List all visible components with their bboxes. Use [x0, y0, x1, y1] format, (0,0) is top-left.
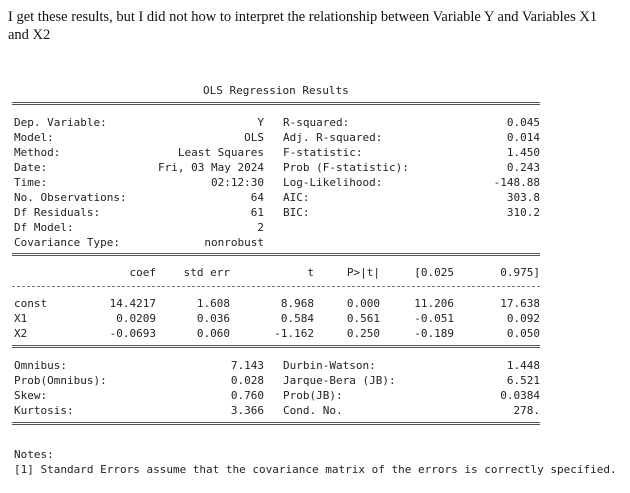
diag-label: Kurtosis: — [14, 404, 74, 417]
summary-label: Dep. Variable: — [14, 116, 107, 129]
diag-label: Durbin-Watson: — [283, 359, 376, 372]
note-line: [1] Standard Errors assume that the covariance matrix of the errors is correctly specified. — [14, 463, 617, 476]
coef-cell: -1.162 — [274, 327, 314, 340]
summary-value: nonrobust — [204, 236, 264, 249]
coef-header: [0.025 — [414, 266, 454, 279]
coef-header: std err — [183, 266, 230, 279]
coef-header: coef — [129, 266, 156, 279]
summary-label: Df Model: — [14, 221, 74, 234]
diag-value: 0.028 — [230, 374, 264, 387]
coef-cell: 0.060 — [196, 327, 230, 340]
coef-cell: 0.092 — [506, 312, 540, 325]
divider — [12, 253, 540, 256]
coef-cell: 0.584 — [280, 312, 314, 325]
coef-cell: -0.189 — [414, 327, 454, 340]
summary-label: Covariance Type: — [14, 236, 120, 249]
diag-value: 0.0384 — [500, 389, 540, 402]
summary-value: -148.88 — [493, 176, 540, 189]
summary-value: Fri, 03 May 2024 — [158, 161, 264, 174]
summary-value: 303.8 — [506, 191, 540, 204]
coef-cell: 17.638 — [500, 297, 540, 310]
notes-title: Notes: — [14, 448, 54, 461]
summary-label: Df Residuals: — [14, 206, 101, 219]
summary-label: Log-Likelihood: — [283, 176, 383, 189]
coef-header: 0.975] — [500, 266, 540, 279]
summary-label: R-squared: — [283, 116, 350, 129]
divider — [12, 286, 540, 287]
coef-cell: 14.4217 — [109, 297, 156, 310]
summary-label: Prob (F-statistic): — [283, 161, 409, 174]
summary-label: Adj. R-squared: — [283, 131, 383, 144]
coef-header: t — [307, 266, 314, 279]
summary-value: 0.014 — [506, 131, 540, 144]
coef-row-name: X1 — [14, 312, 28, 325]
summary-label: Model: — [14, 131, 54, 144]
summary-value: Y — [257, 116, 264, 129]
summary-value: 61 — [250, 206, 264, 219]
diag-value: 7.143 — [230, 359, 264, 372]
diag-label: Prob(Omnibus): — [14, 374, 107, 387]
summary-label: Date: — [14, 161, 48, 174]
question-text: I get these results, but I did not how to interpret the relationship between Variable Y and Variables X1 and X2 — [8, 9, 598, 43]
summary-value: 0.045 — [506, 116, 540, 129]
summary-value: 1.450 — [506, 146, 540, 159]
coef-row-name: X2 — [14, 327, 28, 340]
coef-row-name: const — [14, 297, 48, 310]
divider — [12, 345, 540, 348]
diag-label: Skew: — [14, 389, 48, 402]
summary-value: 0.243 — [506, 161, 540, 174]
diag-label: Omnibus: — [14, 359, 67, 372]
summary-value: 310.2 — [506, 206, 540, 219]
diag-value: 3.366 — [230, 404, 264, 417]
coef-cell: 0.036 — [196, 312, 230, 325]
coef-header: P>|t| — [346, 266, 380, 279]
coef-cell: 0.250 — [346, 327, 380, 340]
diag-value: 1.448 — [506, 359, 540, 372]
coef-cell: 1.608 — [196, 297, 230, 310]
summary-value: Least Squares — [177, 146, 264, 159]
coef-cell: 0.050 — [506, 327, 540, 340]
summary-value: 64 — [250, 191, 264, 204]
summary-label: AIC: — [283, 191, 310, 204]
summary-value: 2 — [257, 221, 264, 234]
coef-cell: 8.968 — [280, 297, 314, 310]
summary-label: Time: — [14, 176, 48, 189]
coef-cell: 0.000 — [346, 297, 380, 310]
diag-label: Prob(JB): — [283, 389, 343, 402]
diag-value: 6.521 — [506, 374, 540, 387]
coef-cell: 0.0209 — [116, 312, 156, 325]
diag-label: Cond. No. — [283, 404, 343, 417]
diag-value: 0.760 — [230, 389, 264, 402]
summary-label: Method: — [14, 146, 61, 159]
diag-value: 278. — [513, 404, 540, 417]
divider — [12, 102, 540, 105]
coef-cell: 11.206 — [414, 297, 454, 310]
summary-value: OLS — [244, 131, 264, 144]
report-title: OLS Regression Results — [203, 84, 349, 97]
divider — [12, 422, 540, 425]
coef-cell: -0.051 — [414, 312, 454, 325]
summary-label: F-statistic: — [283, 146, 363, 159]
coef-cell: 0.561 — [346, 312, 380, 325]
summary-label: No. Observations: — [14, 191, 127, 204]
summary-label: BIC: — [283, 206, 310, 219]
diag-label: Jarque-Bera (JB): — [283, 374, 396, 387]
summary-value: 02:12:30 — [211, 176, 264, 189]
coef-cell: -0.0693 — [109, 327, 156, 340]
